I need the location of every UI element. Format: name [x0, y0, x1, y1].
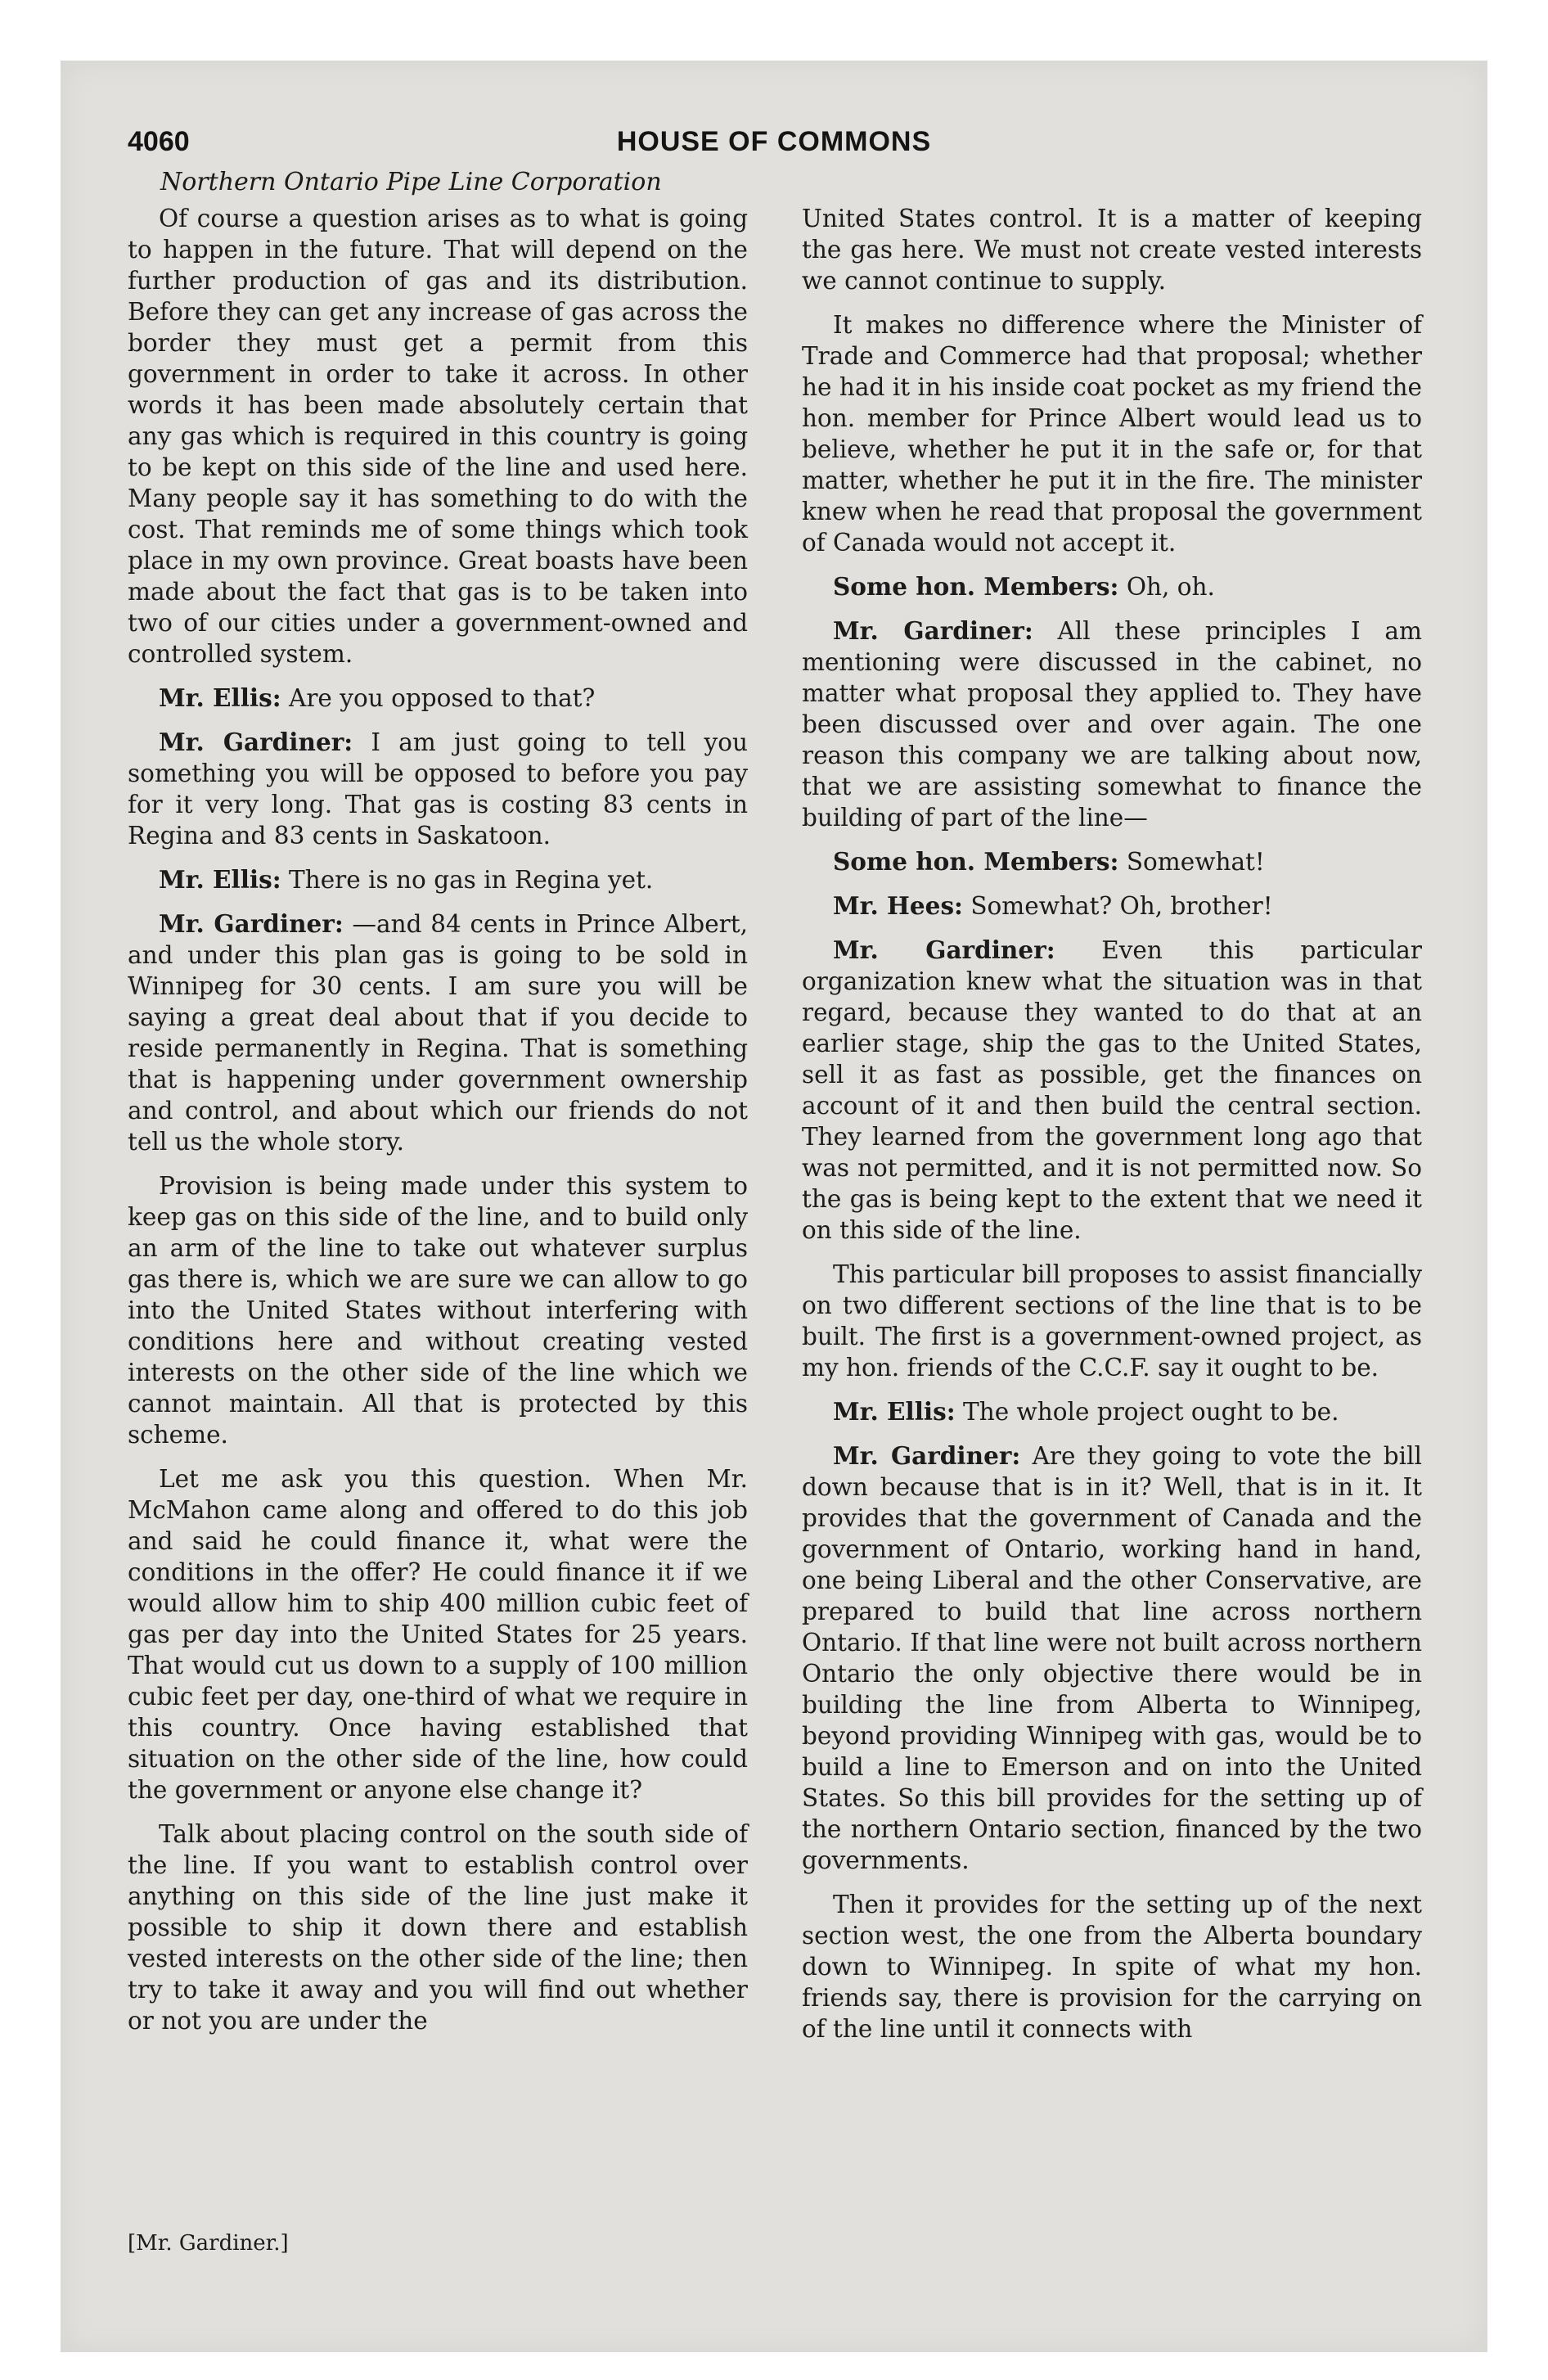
paragraph-text: United States control. It is a matter of keeping the gas here. We must not create vested interests we cannot continue to supply.: [802, 205, 1422, 295]
paragraph: [802, 615, 1422, 833]
subject-heading: Northern Ontario Pipe Line Corporation: [160, 168, 662, 196]
paragraph: [802, 846, 1422, 877]
paragraph-text: This particular bill proposes to assist financially on two different sections of the line that is to be built. The first is a government-owned project, as my hon. friends of the C.C.F. say it ought to be.: [802, 1260, 1422, 1382]
paragraph-text: It makes no difference where the Minister of Trade and Commerce had that proposal; whether he had it in his inside coat pocket as my friend the hon. member for Prince Albert would lead us to believe, whether he put it in the safe or, for that matter, whether he put it in the fire. The minister knew when he read that proposal the government of Canada would not accept it.: [802, 311, 1422, 557]
page-number: 4060: [128, 126, 190, 157]
paragraph-text: —and 84 cents in Prince Albert, and under this plan gas is going to be sold in Winnipeg for 30 cents. I am sure you will be saying a great deal about that if you decide to reside permanently in Regina. That is something that is happening under government ownership and control, and about which our friends do not tell us the whole story.: [128, 910, 748, 1156]
paragraph-text: There is no gas in Regina yet.: [289, 866, 654, 894]
speaker-name: Mr. Gardiner:: [159, 728, 353, 756]
paragraph: [128, 1463, 748, 1805]
paragraph: [128, 864, 748, 895]
speaker-name: Some hon. Members:: [833, 847, 1119, 876]
speaker-name: Mr. Gardiner:: [833, 1441, 1021, 1470]
paragraph-text: All these principles I am mentioning were discussed in the cabinet, no matter what proposal they applied to. They have been discussed over and over again. The one reason this company we are talking about now, that we are assisting somewhat to finance the building of part of the line—: [802, 617, 1422, 832]
speaker-name: Some hon. Members:: [833, 572, 1119, 601]
paragraph-text: Oh, oh.: [1126, 573, 1215, 601]
paragraph-text: Talk about placing control on the south side of the line. If you want to establish control over anything on this side of the line just make it possible to ship it down there and establish vested interests on the other side of the line; then try to take it away and you will find out whether or not you are under the: [128, 1820, 748, 2035]
speaker-name: Mr. Gardiner:: [833, 935, 1055, 964]
paragraph-text: Then it provides for the setting up of the next section west, the one from the Alberta boundary down to Winnipeg. In spite of what my hon. friends say, there is provision for the carrying on of the line until it connects with: [802, 1891, 1422, 2043]
paragraph: [802, 890, 1422, 922]
paragraph-text: Are they going to vote the bill down because that is in it? Well, that is in it. It provides that the government of Canada and the government of Ontario, working hand in hand, one being Liberal and the other Conservative, are prepared to build that line across northern Ontario. If that line were not built across northern Ontario the only objective there would be in building the line from Alberta to Winnipeg, beyond providing Winnipeg with gas, would be to build a line to Emerson and on into the United States. So this bill provides for the setting up of the northern Ontario section, financed by the two governments.: [802, 1442, 1422, 1874]
paragraph: [128, 727, 748, 851]
paragraph-text: Let me ask you this question. When Mr. McMahon came along and offered to do this job and said he could finance it, what were the conditions in the offer? He could finance it if we would allow him to ship 400 million cubic feet of gas per day into the United States for 25 years. That would cut us down to a supply of 100 million cubic feet per day, one-third of what we require in this country. Once having established that situation on the other side of the line, how could the government or anyone else change it?: [128, 1465, 748, 1804]
paragraph: [802, 935, 1422, 1246]
running-head: HOUSE OF COMMONS: [616, 126, 932, 157]
paragraph: [128, 203, 748, 669]
speaker-name: Mr. Ellis:: [159, 683, 281, 712]
speaker-name: Mr. Gardiner:: [833, 616, 1033, 645]
speaker-name: Mr. Hees:: [833, 891, 963, 920]
paragraph: [802, 571, 1422, 602]
right-column: [802, 203, 1422, 2058]
left-column: [128, 203, 748, 2049]
paragraph: [802, 1440, 1422, 1876]
speaker-attribution: [Mr. Gardiner.]: [128, 2231, 289, 2256]
paragraph: [128, 1819, 748, 2036]
paragraph: [802, 1259, 1422, 1383]
paragraph: [802, 203, 1422, 296]
paragraph-text: The whole project ought to be.: [963, 1398, 1339, 1426]
speaker-name: Mr. Gardiner:: [159, 909, 344, 938]
paragraph: [128, 683, 748, 714]
paragraph-text: Provision is being made under this system to keep gas on this side of the line, and to build only an arm of the line to take out whatever surplus gas there is, which we are sure we can allow to go into the United States without interfering with conditions here and without creating vested interests on the other side of the line which we cannot maintain. All that is protected by this scheme.: [128, 1172, 748, 1449]
speaker-name: Mr. Ellis:: [159, 865, 281, 894]
paragraph-text: I am just going to tell you something you will be opposed to before you pay for it very long. That gas is costing 83 cents in Regina and 83 cents in Saskatoon.: [128, 728, 748, 850]
paragraph: [802, 309, 1422, 558]
paragraph-text: Somewhat!: [1126, 848, 1265, 876]
paragraph-text: Even this particular organization knew what the situation was in that regard, because they wanted to do that at an earlier stage, ship the gas to the United States, sell it as fast as possible, get the finances on account of it and then build the central section. They learned from the government long ago that was not permitted, and it is not permitted now. So the gas is being kept to the extent that we need it on this side of the line.: [802, 936, 1422, 1244]
paragraph-text: Somewhat? Oh, brother!: [970, 892, 1273, 920]
speaker-name: Mr. Ellis:: [833, 1397, 956, 1426]
paragraph: [802, 1396, 1422, 1427]
paragraph: [802, 1889, 1422, 2044]
paragraph-text: Of course a question arises as to what is going to happen in the future. That will depend on the further production of gas and its distribution. Before they can get any increase of gas across the border they must get a permit from this government in order to take it across. In other words it has been made absolutely certain that any gas which is required in this country is going to be kept on this side of the line and used here. Many people say it has something to do with the cost. That reminds me of some things which took place in my own province. Great boasts have been made about the fact that gas is to be taken into two of our cities under a government-owned and controlled system.: [128, 205, 748, 668]
paragraph-text: Are you opposed to that?: [289, 684, 596, 712]
paragraph: [128, 908, 748, 1157]
paragraph: [128, 1170, 748, 1450]
